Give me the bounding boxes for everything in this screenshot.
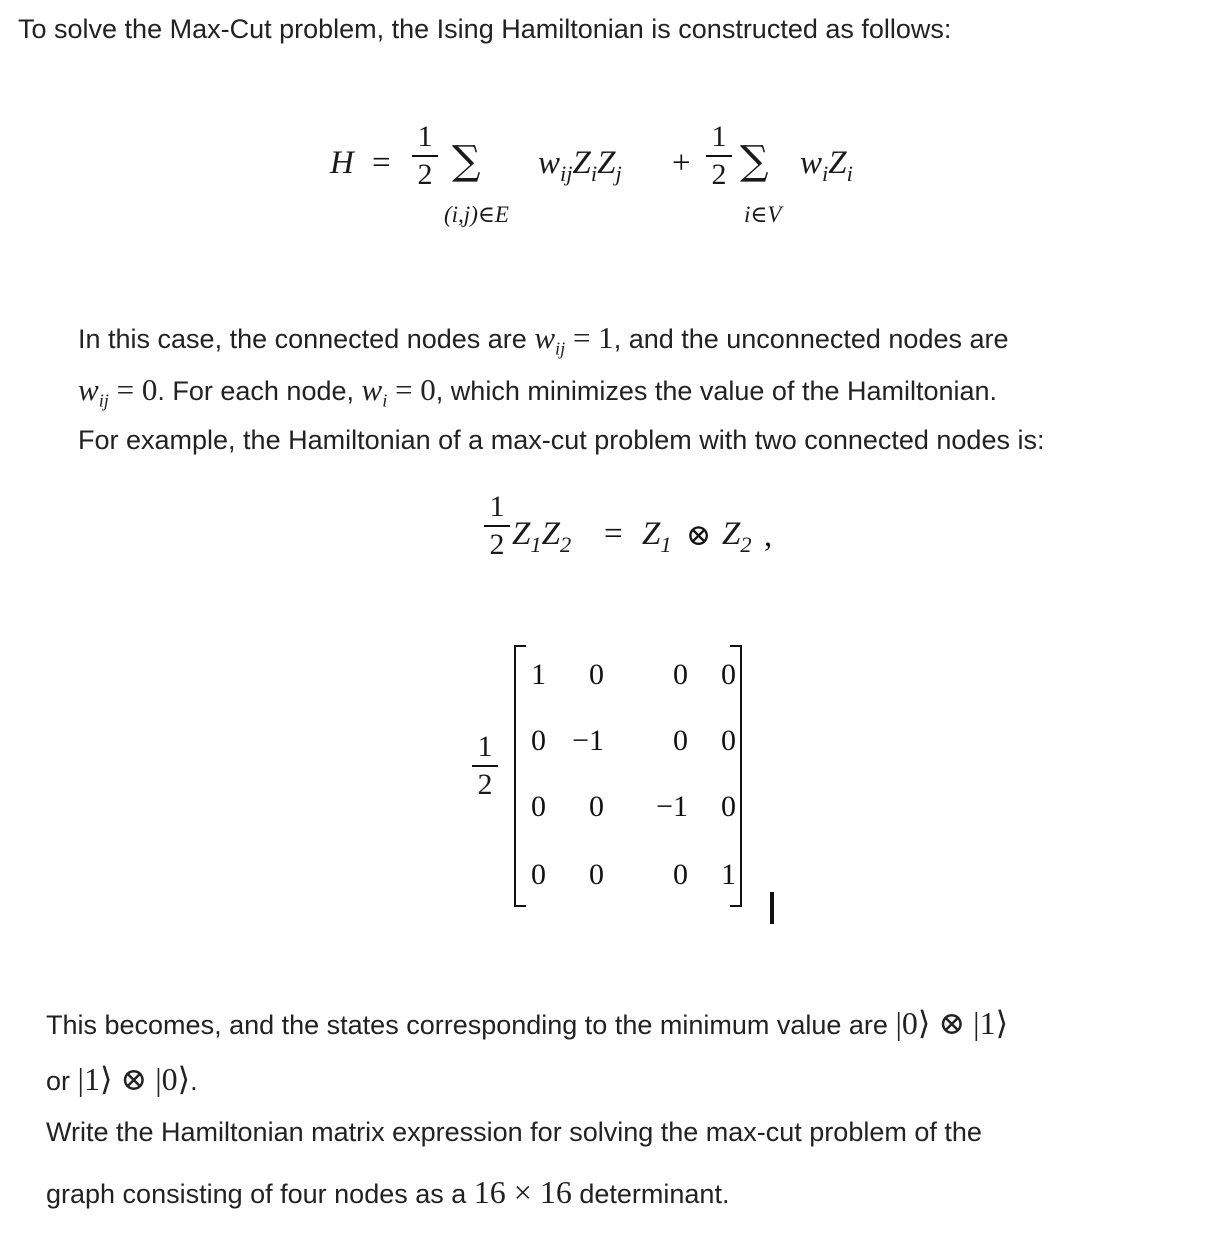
sum-index-vertices: i∈V bbox=[744, 202, 782, 227]
example-equals: = bbox=[604, 516, 623, 552]
matrix-cell: 0 bbox=[673, 724, 688, 757]
example-rhs-z2: $Z_2$ bbox=[722, 516, 752, 557]
plus-sign: + bbox=[672, 145, 691, 181]
example-rhs-z1: $Z_1$ bbox=[642, 516, 672, 557]
matrix-cell: 0 bbox=[589, 658, 604, 691]
example-half-fraction: 1 2 bbox=[484, 492, 510, 560]
para2-line1: This becomes, and the states corresponding to the minimum value are |0⟩ ⊗ |1⟩ bbox=[46, 1005, 1009, 1041]
tensor-product-sign: ⊗ bbox=[686, 519, 712, 552]
matrix-cell: 0 bbox=[673, 858, 688, 891]
matrix-cell: 0 bbox=[531, 858, 546, 891]
sum-index-edges: (i,j)∈E bbox=[444, 202, 509, 227]
half-fraction-1: 1 2 bbox=[412, 122, 438, 190]
text-cursor bbox=[770, 892, 774, 924]
para1-line1: In this case, the connected nodes are $w_{ij} = 1$, and the unconnected nodes are bbox=[78, 320, 1009, 359]
para2-line4: graph consisting of four nodes as a 16 × 16 determinant. bbox=[46, 1174, 730, 1210]
matrix-cell: 0 bbox=[531, 790, 546, 823]
sum-symbol-2: ∑ bbox=[740, 138, 769, 184]
matrix-cell: 0 bbox=[589, 790, 604, 823]
matrix-half-fraction: 1 2 bbox=[472, 732, 498, 800]
term2: $w_iZ_i$ bbox=[800, 145, 853, 186]
matrix-cell: 1 bbox=[531, 658, 546, 691]
matrix-cell: 1 bbox=[721, 858, 736, 891]
para2-line2: or |1⟩ ⊗ |0⟩. bbox=[46, 1061, 198, 1097]
matrix-cell: 0 bbox=[721, 658, 736, 691]
sum-symbol-1: ∑ bbox=[452, 138, 481, 184]
matrix-cell: 0 bbox=[673, 658, 688, 691]
para2-line3: Write the Hamiltonian matrix expression for solving the max-cut problem of the bbox=[46, 1117, 982, 1147]
term1: $w_{ij}Z_iZ_j$ bbox=[538, 145, 622, 186]
matrix-cell: 0 bbox=[589, 858, 604, 891]
matrix-cell: −1 bbox=[572, 724, 604, 757]
matrix-cell: 0 bbox=[531, 724, 546, 757]
hamiltonian-lhs: H bbox=[330, 145, 354, 181]
matrix-cell: −1 bbox=[656, 790, 688, 823]
example-lhs: $Z_1Z_2$ bbox=[512, 516, 572, 557]
para1-line2: $w_{ij} = 0$. For each node, $w_i = 0$, which minimizes the value of the Hamiltonian. bbox=[78, 372, 998, 411]
equals-sign: = bbox=[372, 145, 391, 181]
matrix-cell: 0 bbox=[721, 724, 736, 757]
example-comma: , bbox=[764, 518, 773, 554]
para1-line3: For example, the Hamiltonian of a max-cut problem with two connected nodes is: bbox=[78, 425, 1045, 455]
half-fraction-2: 1 2 bbox=[706, 122, 732, 190]
matrix-cell: 0 bbox=[721, 790, 736, 823]
intro-text: To solve the Max-Cut problem, the Ising Hamiltonian is constructed as follows: bbox=[18, 14, 952, 44]
